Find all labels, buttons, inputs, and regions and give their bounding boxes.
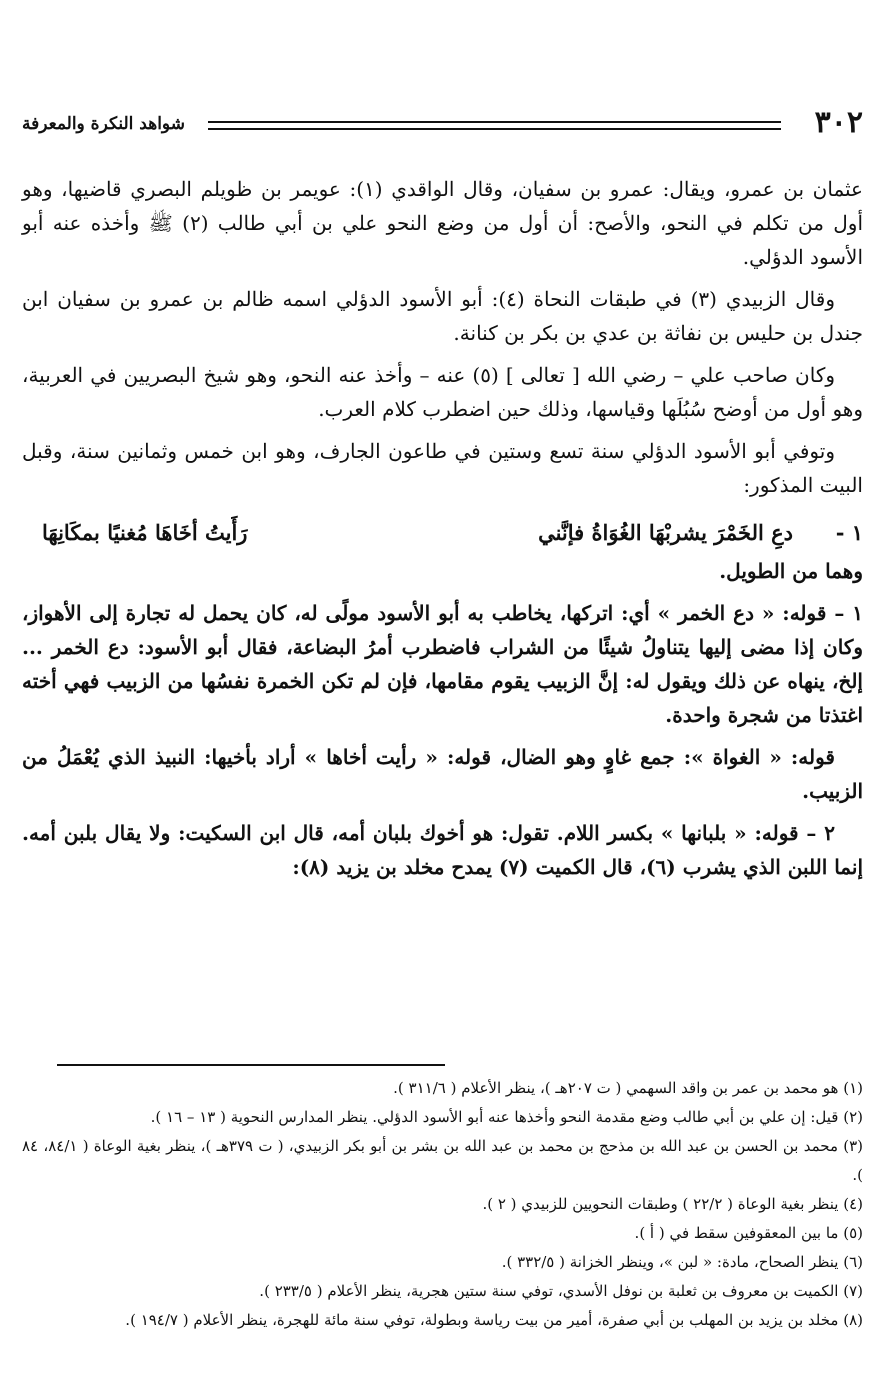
- paragraph-2: وقال الزبيدي (٣) في طبقات النحاة (٤): أبو الأسود الدؤلي اسمه ظالم بن عمرو بن سفيان ابن جندل بن حليس بن نفاثة بن عدي بن بكر بن كنانة.: [22, 287, 863, 345]
- verse-number: ١ -: [835, 519, 863, 545]
- paragraph-3: وكان صاحب علي – رضي الله [ تعالى ] (٥) عنه – وأخذ عنه النحو، وهو شيخ البصريين في العربية، وهو أول من أوضح سُبُلَها وقياسها، وذلك حين اضطرب كلام العرب.: [22, 363, 863, 421]
- poetry-verse: [22, 510, 863, 554]
- paragraph-4: وتوفي أبو الأسود الدؤلي سنة تسع وستين في طاعون الجارف، وهو ابن خمس وثمانين سنة، وقبل البيت المذكور:: [22, 439, 863, 497]
- verse-second-hemistich: رَأَيتُ أخَاهَا مُغنيًا بمكَانِهَا: [42, 519, 248, 545]
- footnote-4: (٤) ينظر بغية الوعاة ( ٢٢/٢ ) وطبقات النحويين للزبيدي ( ٢ ).: [482, 1195, 863, 1213]
- commentary-1: ١ – قوله: « دع الخمر » أي: اتركها، يخاطب به أبو الأسود مولًى له، كان يحمل له تجارة إلى الأهواز، وكان إذا مضى إليها يتناولُ شيئًا من الشراب فاضطرب أمرُ البضاعة، فقال أبو الأسود: دع الخمر ... إلخ، ينهاه عن ذلك ويقول له: إنَّ الزبيب يقوم مقامها، فإن لم تكن الخمرة نفسُها من الزبيب فهي أخته اغتذتا من شجرة واحدة.: [22, 601, 863, 727]
- main-text: [22, 172, 863, 892]
- page-header: [22, 105, 863, 144]
- footnote-5: (٥) ما بين المعقوفين سقط في ( أ ).: [634, 1224, 863, 1242]
- footnotes: [22, 1074, 863, 1335]
- footnote-8: (٨) مخلد بن يزيد بن المهلب بن أبي صفرة، أمير من بيت رياسة وبطولة، توفي سنة مائة للهجرة، ينظر الأعلام ( ١٩٤/٧ ).: [125, 1311, 863, 1329]
- footnote-2: (٢) قيل: إن علي بن أبي طالب وضع مقدمة النحو وأخذها عنه أبو الأسود الدؤلي. ينظر المدارس النحوية ( ١٣ – ١٦ ).: [150, 1108, 863, 1126]
- paragraph-1: عثمان بن عمرو، ويقال: عمرو بن سفيان، وقال الواقدي (١): عويمر بن ظويلم البصري قاضيها، وهو أول من تكلم في النحو، والأصح: أن أول من وضع النحو علي بن أبي طالب (٢) ﷺ وأخذه عنه أبو الأسود الدؤلي.: [22, 177, 864, 269]
- page-number: ٣٠٢: [814, 105, 863, 140]
- commentary-2: قوله: « الغواة »: جمع غاوٍ وهو الضال، قوله: « رأيت أخاها » أراد بأخيها: النبيذ الذي يُعْمَلُ من الزبيب.: [22, 745, 863, 803]
- footnote-separator: [57, 1064, 445, 1066]
- footnote-7: (٧) الكميت بن معروف بن ثعلبة بن نوفل الأسدي، توفي سنة ستين هجرية، ينظر الأعلام ( ٢٣٣/٥ ).: [259, 1282, 863, 1300]
- footnote-6: (٦) ينظر الصحاح، مادة: « لبن »، وينظر الخزانة ( ٣٣٢/٥ ).: [501, 1253, 863, 1271]
- footnote-1: (١) هو محمد بن عمر بن واقد السهمي ( ت ٢٠٧هـ )، ينظر الأعلام ( ٣١١/٦ ).: [393, 1079, 863, 1097]
- footnote-3: (٣) محمد بن الحسن بن عبد الله بن مذحج بن محمد بن عبد الله بن بشر بن أبو بكر الزبيدي، ( ت ٣٧٩هـ )، ينظر بغية الوعاة ( ٨٤/١، ٨٤ ).: [22, 1137, 863, 1184]
- header-double-rule: [208, 121, 781, 130]
- verse-first-hemistich: دعِ الخَمْرَ يشربْهَا الغُوَاةُ فإنَّني: [538, 519, 793, 545]
- running-title: شواهد النكرة والمعرفة: [22, 114, 185, 134]
- meter-note: وهما من الطويل.: [719, 559, 863, 583]
- commentary-3: ٢ – قوله: « بلبانها » بكسر اللام. تقول: هو أخوك بلبان أمه، قال ابن السكيت: ولا يقال بلبن أمه. إنما اللبن الذي يشرب (٦)، قال الكميت (٧) يمدح مخلد بن يزيد (٨):: [22, 821, 863, 879]
